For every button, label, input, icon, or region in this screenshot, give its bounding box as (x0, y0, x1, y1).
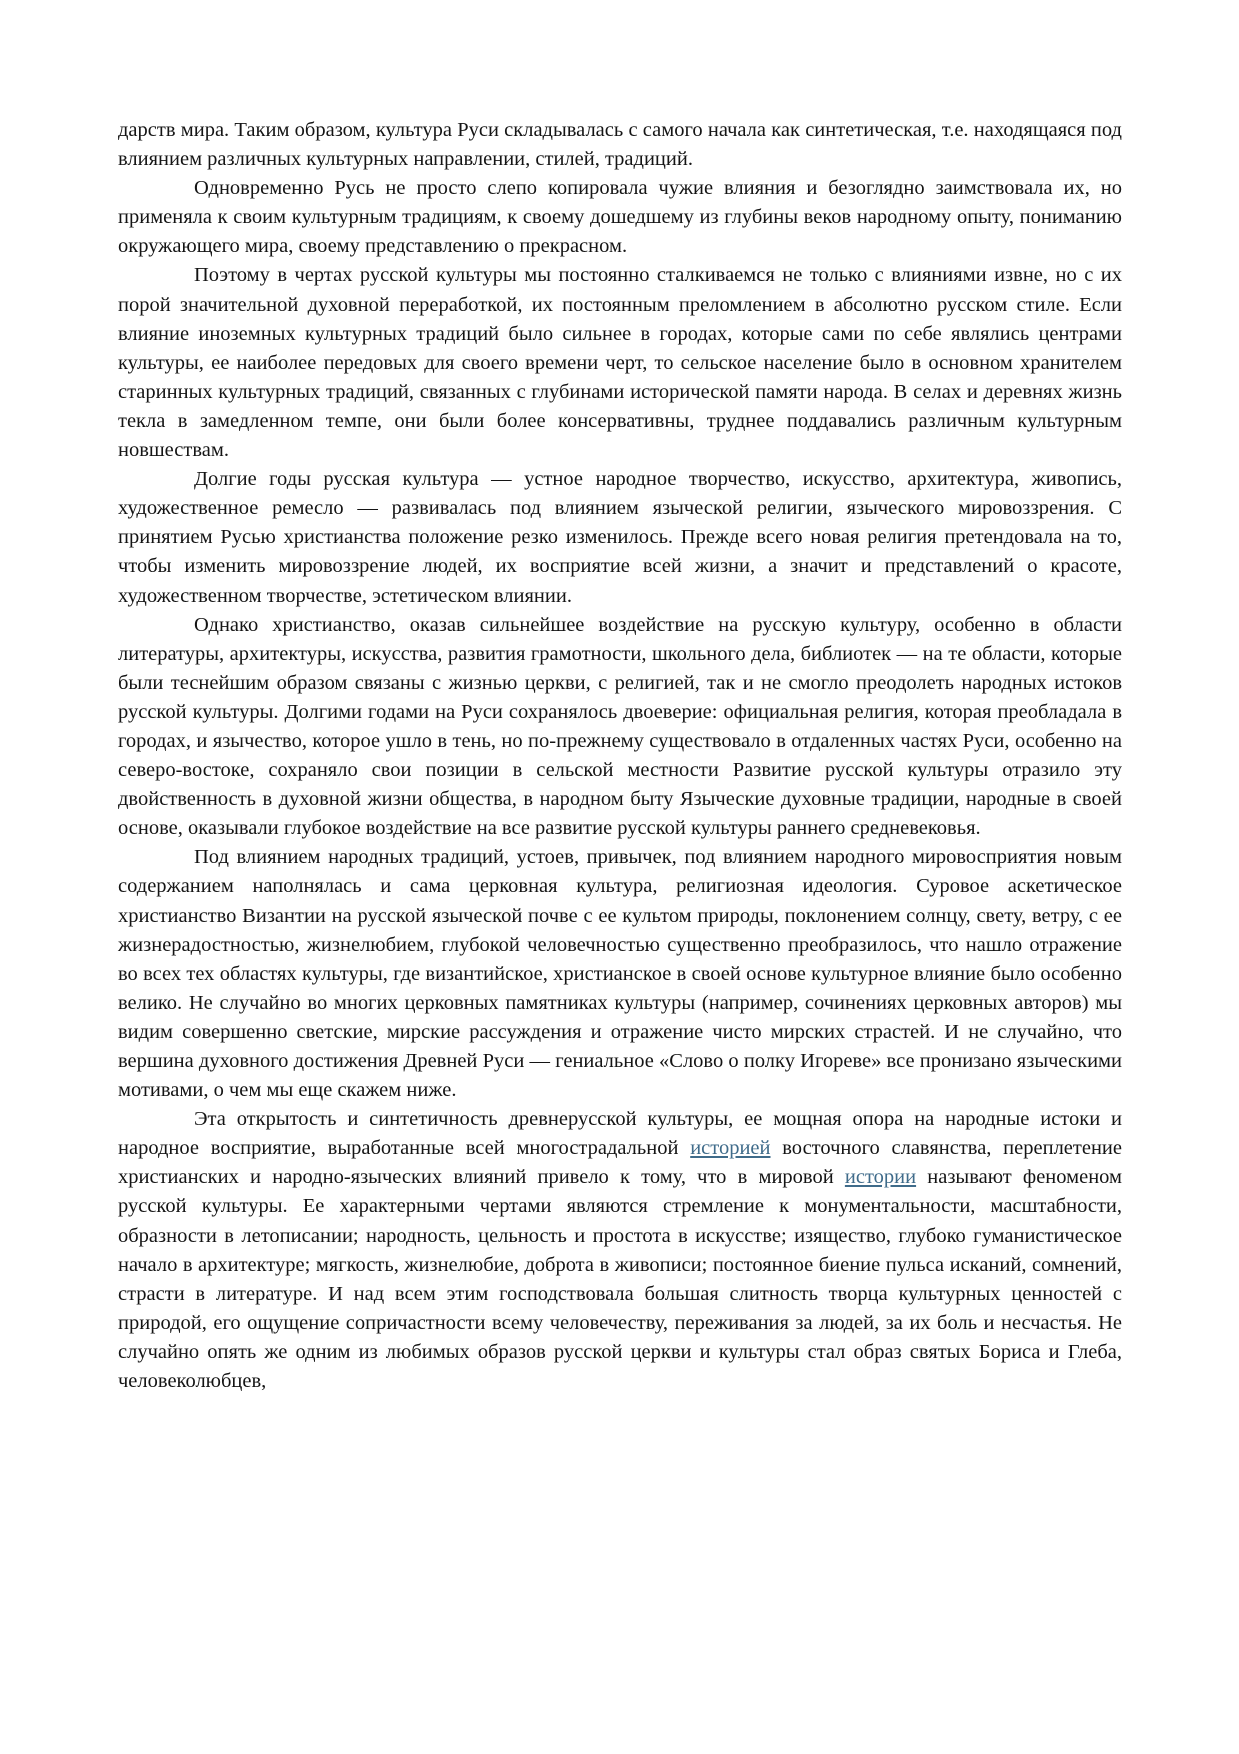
paragraph-text: восточного славянства, переплетение христианских и народно-языческих влияний привело к тому, что в мировой (118, 1137, 1122, 1189)
paragraph-text: Одновременно Русь не просто слепо копировала чужие влияния и безоглядно заимствовала их, но применяла к своим культурным традициям, к своему дошедшему из глубины веков народному опыту, пониманию окружающего мира, своему представлению о прекрасном. (118, 177, 1122, 258)
history-link[interactable]: историей (690, 1137, 771, 1160)
paragraph-3 (118, 261, 1122, 465)
paragraph-2 (118, 174, 1122, 261)
paragraph-text: Однако христианство, оказав сильнейшее воздействие на русскую культуру, особенно в области литературы, архитектуры, искусства, развития грамотности, школьного дела, библиотек — на те области, которые были теснейшим образом связаны с жизнью церкви, с религией, так и не смогло преодолеть народных истоков русской культуры. Долгими годами на Руси сохранялось двоеверие: официальная религия, которая преобладала в городах, и язычество, которое ушло в тень, но по-прежнему существовало в отдаленных частях Руси, особенно на северо-востоке, сохраняло свои позиции в сельской местности Развитие русской культуры отразило эту двойственность в духовной жизни общества, в народном быту Языческие духовные традиции, народные в своей основе, оказывали глубокое воздействие на все развитие русской культуры раннего средневековья. (118, 613, 1122, 840)
paragraph-text: называют феноменом русской культуры. Ее характерными чертами являются стремление к монументальности, масштабности, образности в летописании; народность, цельность и простота в искусстве; изящество, глубоко гуманистическое начало в архитектуре; мягкость, жизнелюбие, доброта в живописи; постоянное биение пульса исканий, сомнений, страсти в литературе. И над всем этим господствовала большая слитность творца культурных ценностей с природой, его ощущение сопричастности всему человечеству, переживания за людей, за их боль и несчастья. Не случайно опять же одним из любимых образов русской церкви и культуры стал образ святых Бориса и Глеба, человеколюбцев, (118, 1166, 1122, 1393)
paragraph-7 (118, 1105, 1122, 1396)
paragraph-4 (118, 465, 1122, 610)
paragraph-text: Эта открытость и синтетичность древнерусской культуры, ее мощная опора на народные истоки и народное восприятие, выработанные всей многострадальной (118, 1108, 1122, 1160)
paragraph-1 (118, 116, 1122, 174)
paragraph-text: Под влиянием народных традиций, устоев, привычек, под влиянием народного мировосприятия новым содержанием наполнялась и сама церковная культура, религиозная идеология. Суровое аскетическое христианство Византии на русской языческой почве с ее культом природы, поклонением солнцу, свету, ветру, с ее жизнерадостностью, жизнелюбием, глубокой человечностью существенно преобразилось, что нашло отражение во всех тех областях культуры, где византийское, христианское в своей основе культурное влияние было особенно велико. Не случайно во многих церковных памятниках культуры (например, сочинениях церковных авторов) мы видим совершенно светские, мирские рассуждения и отражение чисто мирских страстей. И не случайно, что вершина духовного достижения Древней Руси — гениальное «Слово о полку Игореве» все пронизано языческими мотивами, о чем мы еще скажем ниже. (118, 846, 1122, 1102)
document-page (118, 116, 1122, 1396)
paragraph-text: Поэтому в чертах русской культуры мы постоянно сталкиваемся не только с влияниями извне, но с их порой значительной духовной переработкой, их постоянным преломлением в абсолютно русском стиле. Если влияние иноземных культурных традиций было сильнее в городах, которые сами по себе являлись центрами культуры, ее наиболее передовых для своего времени черт, то сельское население было в основном хранителем старинных культурных традиций, связанных с глубинами исторической памяти народа. В селах и деревнях жизнь текла в замедленном темпе, они были более консервативны, труднее поддавались различным культурным новшествам. (118, 264, 1122, 462)
paragraph-5 (118, 611, 1122, 844)
history-link[interactable]: истории (844, 1166, 917, 1189)
paragraph-text: дарств мира. Таким образом, культура Руси складывалась с самого начала как синтетическая, т.е. находящаяся под влиянием различных культурных направлении, стилей, традиций. (118, 119, 1122, 171)
paragraph-text: Долгие годы русская культура — устное народное творчество, искусство, архитектура, живопись, художественное ремесло — развивалась под влиянием языческой религии, языческого мировоззрения. С принятием Русью христианства положение резко изменилось. Прежде всего новая религия претендовала на то, чтобы изменить мировоззрение людей, их восприятие всей жизни, а значит и представлений о красоте, художественном творчестве, эстетическом влиянии. (118, 468, 1122, 607)
paragraph-6 (118, 843, 1122, 1105)
